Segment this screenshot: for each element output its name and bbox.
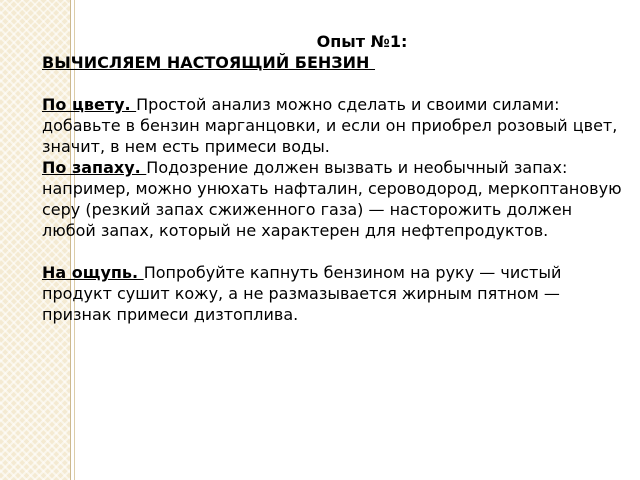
- section-text-color: Простой анализ можно сделать и своими силами: добавьте в бензин марганцовки, и если он приобрел розовый цвет, значит, в нем есть примеси воды.: [42, 95, 618, 156]
- section-text-smell: Подозрение должен вызвать и необычный запах: например, можно унюхать нафталин, сероводород, меркоптановую серу (резкий запах сжиженного газа) — насторожить должен любой запах, который не характерен для нефтепродуктов.: [42, 158, 622, 240]
- spacer: [42, 73, 622, 94]
- slide-content: [42, 31, 622, 325]
- slide-title: Опыт №1:: [316, 32, 408, 51]
- spacer: [42, 241, 622, 262]
- section-term-smell: По запаху.: [42, 158, 147, 177]
- section-smell: [42, 157, 622, 241]
- slide-subtitle: ВЫЧИСЛЯЕМ НАСТОЯЩИЙ БЕНЗИН: [42, 53, 376, 72]
- section-touch: [42, 262, 622, 325]
- section-text-touch: Попробуйте капнуть бензином на руку — чистый продукт сушит кожу, а не размазывается жирным пятном — признак примеси дизтоплива.: [42, 263, 562, 324]
- section-color: [42, 94, 622, 157]
- section-term-color: По цвету.: [42, 95, 137, 114]
- section-term-touch: На ощупь.: [42, 263, 144, 282]
